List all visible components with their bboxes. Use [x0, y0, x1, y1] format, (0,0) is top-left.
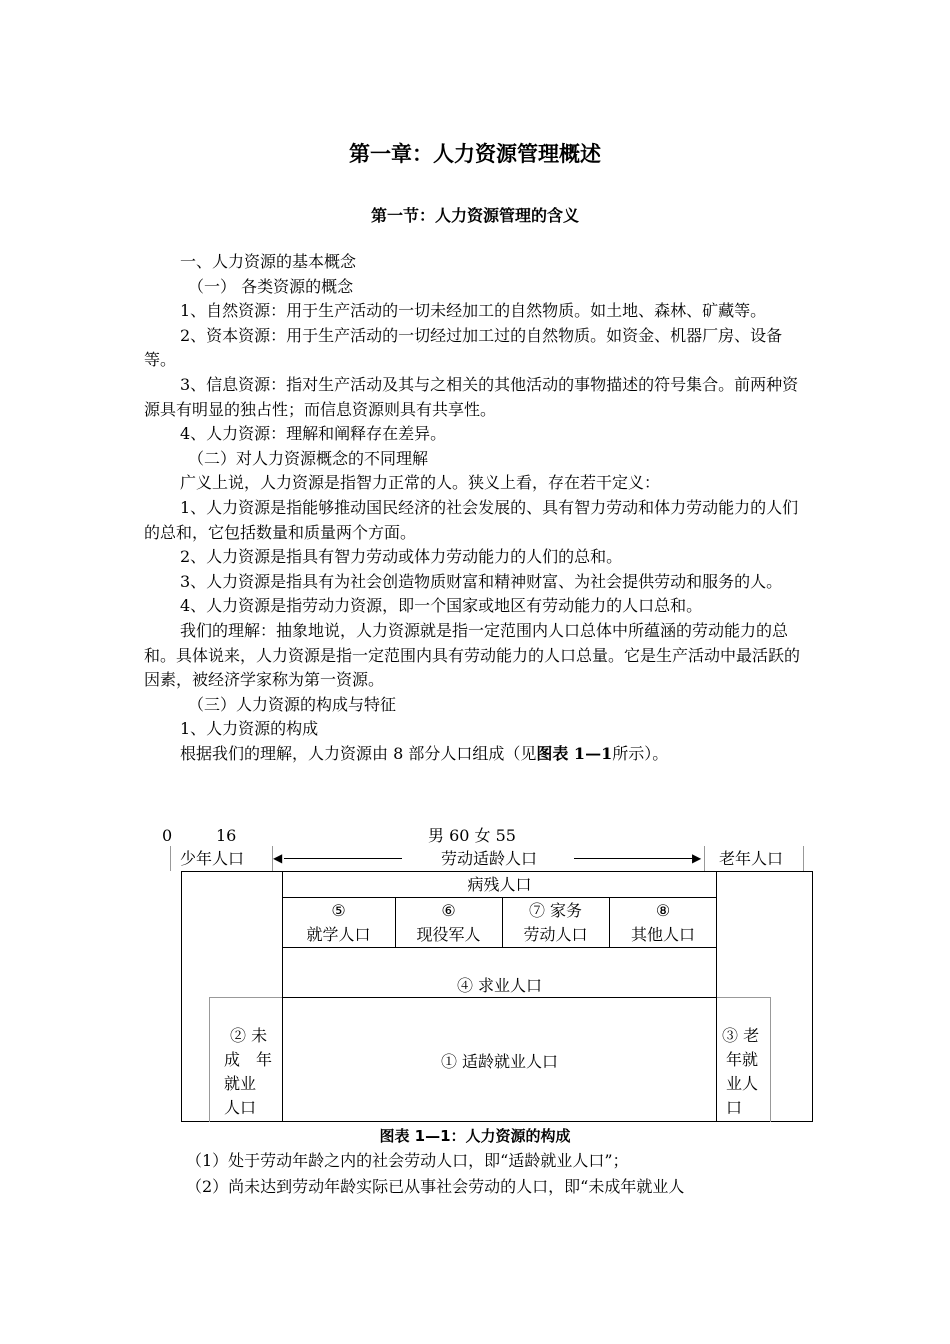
heading-1-3: （三）人力资源的构成与特征 [188, 694, 397, 714]
divider [770, 997, 771, 1122]
paragraph: 1、人力资源是指能够推动国民经济的社会发展的、具有智力劳动和体力劳动能力的人们的总和，它包括数量和质量两个方面。 [144, 497, 799, 542]
paragraph: 3、信息资源：指对生产活动及其与之相关的其他活动的事物描述的符号集合。前两种资源具有明显的独占性；而信息资源则具有共享性。 [144, 374, 799, 419]
employed-working-age: ① 适龄就业人口 [440, 1052, 559, 1071]
disabled-population: 病残人口 [467, 875, 532, 894]
divider [170, 846, 171, 871]
cell-number: ⑥ [441, 901, 456, 920]
housework-population [502, 899, 609, 947]
divider [282, 897, 717, 898]
working-age-label: 劳动适龄人口 [441, 849, 538, 868]
intro-text: 根据我们的理解，人力资源由 8 部分人口组成（见 [180, 743, 537, 763]
cell-line: ③ 老 [722, 1026, 760, 1045]
paragraph: 4、人力资源是指劳动力资源，即一个国家或地区有劳动能力的人口总和。 [180, 596, 703, 616]
underage-employed [218, 1024, 278, 1120]
cell-label: 劳动人口 [523, 925, 588, 944]
heading-1-2: （二）对人力资源概念的不同理解 [188, 448, 429, 468]
arrow-left-icon: ◀ [273, 851, 283, 865]
elderly-label: 老年人口 [719, 849, 784, 868]
body-text [144, 250, 810, 766]
cell-line: 年就 [726, 1050, 759, 1069]
other-population [609, 899, 717, 947]
paragraph: 4、人力资源：理解和阐释存在差异。 [180, 424, 447, 444]
cell-number: ⑦ 家务 [528, 901, 583, 920]
cell-number: ⑧ [655, 901, 671, 920]
paragraph: 我们的理解：抽象地说，人力资源就是指一定范围内人口总体中所蕴涵的劳动能力的总和。具体说来，人力资源是指一定范围内具有劳动能力的人口总量。它是生产活动中最活跃的因素，被经济学家称为第一资源。 [144, 620, 801, 690]
figure-intro [144, 742, 810, 767]
divider [704, 846, 705, 871]
heading-1-1: （一） 各类资源的概念 [188, 276, 354, 296]
paragraph: 2、人力资源是指具有智力劳动或体力劳动能力的人们的总和。 [180, 547, 623, 567]
age-label-retire: 男 60 女 55 [428, 826, 516, 845]
arrow-line [574, 858, 692, 859]
cell-line: 就业 [224, 1074, 257, 1093]
divider [803, 846, 804, 871]
figure-reference: 图表 1—1 [536, 743, 613, 763]
list-item: （2）尚未达到劳动年龄实际已从事社会劳动的人口，即“未成年就业人 [186, 1177, 685, 1196]
figure-caption: 图表 1—1：人力资源的构成 [379, 1127, 571, 1145]
list-item: （1）处于劳动年龄之内的社会劳动人口，即“适龄就业人口”； [186, 1151, 629, 1170]
cell-line: 业人 [726, 1074, 759, 1093]
cell-number: ⑤ [331, 901, 346, 920]
cell-line: 成 年 [224, 1050, 273, 1069]
divider [209, 997, 210, 1122]
intro-text-end: 所示）。 [612, 743, 669, 763]
divider [282, 997, 717, 998]
elderly-employed [722, 1024, 770, 1120]
heading-1: 一、人力资源的基本概念 [180, 252, 357, 271]
cell-line: 人口 [224, 1098, 257, 1117]
paragraph: 2、资本资源：用于生产活动的一切经过加工过的自然物质。如资金、机器厂房、设备等。 [144, 325, 783, 370]
student-population [282, 899, 395, 947]
military-population [395, 899, 502, 947]
paragraph: 1、人力资源的构成 [180, 719, 319, 739]
cell-label: 现役军人 [416, 925, 481, 944]
cell-line: 口 [726, 1098, 743, 1117]
arrow-line [284, 858, 402, 859]
section-title: 第一节：人力资源管理的含义 [370, 206, 579, 225]
cell-label: 就学人口 [306, 925, 371, 944]
age-label-0: 0 [162, 826, 173, 845]
cell-label: 其他人口 [630, 925, 695, 944]
paragraph: 3、人力资源是指具有为社会创造物质财富和精神财富、为社会提供劳动和服务的人。 [180, 571, 783, 591]
cell-line: ② 未 [230, 1026, 268, 1045]
paragraph: 广义上说，人力资源是指智力正常的人。狭义上看，存在若干定义： [180, 473, 661, 493]
job-seeking-population: ④ 求业人口 [456, 976, 543, 995]
paragraph: 1、自然资源：用于生产活动的一切未经加工的自然物质。如土地、森林、矿藏等。 [180, 301, 767, 321]
arrow-right-icon: ▶ [692, 851, 702, 865]
divider [282, 947, 717, 948]
age-label-16: 16 [216, 826, 237, 845]
youth-label: 少年人口 [180, 849, 245, 868]
chapter-title: 第一章：人力资源管理概述 [349, 142, 601, 166]
